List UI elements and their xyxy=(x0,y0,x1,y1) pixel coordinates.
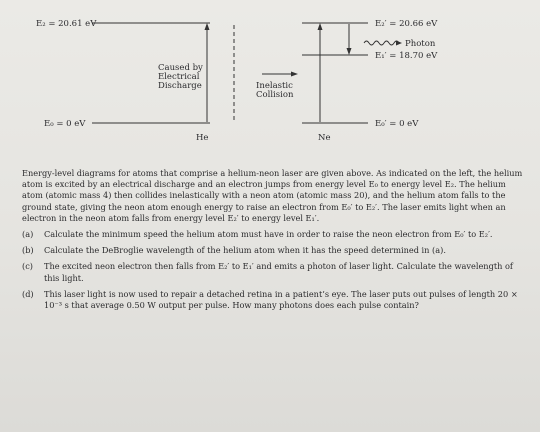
question-label: (a) xyxy=(22,229,34,240)
ne-upper-level-label: E₂′ = 20.66 eV xyxy=(375,19,438,29)
question-text: Calculate the minimum speed the helium atom must have in order to raise the neon electron from E₀′ to E₂′. xyxy=(44,229,493,240)
collision-note-1: Inelastic xyxy=(256,81,293,91)
question-label: (b) xyxy=(22,245,34,256)
ne-ground-level-label: E₀′ = 0 eV xyxy=(375,119,419,129)
collision-note-2: Collision xyxy=(256,90,294,100)
question-text: This laser light is now used to repair a detached retina in a patient’s eye. The laser puts out pulses of length 20 × 10⁻³ s that average 0.50 W output per pulse. How many photons does each pulse contain? xyxy=(44,288,518,311)
he-excitation-note-2: Electrical xyxy=(158,72,200,82)
question-text: The excited neon electron then falls from E₂′ to E₁′ and emits a photon of laser light. Calculate the wavelength of this light. xyxy=(44,261,513,283)
question-c xyxy=(22,261,527,283)
energy-level-diagram xyxy=(0,0,540,160)
he-atom-label: He xyxy=(196,133,209,143)
question-label: (d) xyxy=(22,288,34,299)
he-excitation-note-1: Caused by xyxy=(158,63,203,73)
question-label: (c) xyxy=(22,261,33,272)
photon-label: Photon xyxy=(405,39,436,49)
photon-arrowhead xyxy=(396,41,402,46)
ne-excitation-arrowhead xyxy=(318,23,323,30)
ne-atom-label: Ne xyxy=(318,133,331,143)
he-ground-level-label: E₀ = 0 eV xyxy=(44,119,86,129)
problem-intro: Energy-level diagrams for atoms that comprise a helium-neon laser are given above. As indicated on the left, the helium atom is excited by an electrical discharge and an electron jumps from energy level E₀ to energy level E₂. The helium atom (atomic mass 4) then collides inelastically with a neon atom (atomic mass 20), and the helium atom falls to the ground state, giving the neon atom enough energy to raise an electron from E₀′ to E₂′. The laser emits light when an electron in the neon atom falls from energy level E₂′ to energy level E₁′. xyxy=(22,168,523,223)
he-excitation-arrowhead xyxy=(205,23,210,30)
he-excitation-note-3: Discharge xyxy=(158,81,202,91)
ne-laser-transition-arrowhead xyxy=(347,48,352,55)
collision-arrowhead xyxy=(291,72,298,77)
problem-text xyxy=(22,168,527,311)
question-a xyxy=(22,229,527,240)
question-b xyxy=(22,245,527,256)
question-d xyxy=(22,289,527,311)
photon-wave-icon xyxy=(364,41,399,45)
ne-lower-level-label: E₁′ = 18.70 eV xyxy=(375,51,438,61)
question-text: Calculate the DeBroglie wavelength of the helium atom when it has the speed determined in (a). xyxy=(44,245,446,256)
he-upper-level-label: E₂ = 20.61 eV xyxy=(36,19,97,29)
